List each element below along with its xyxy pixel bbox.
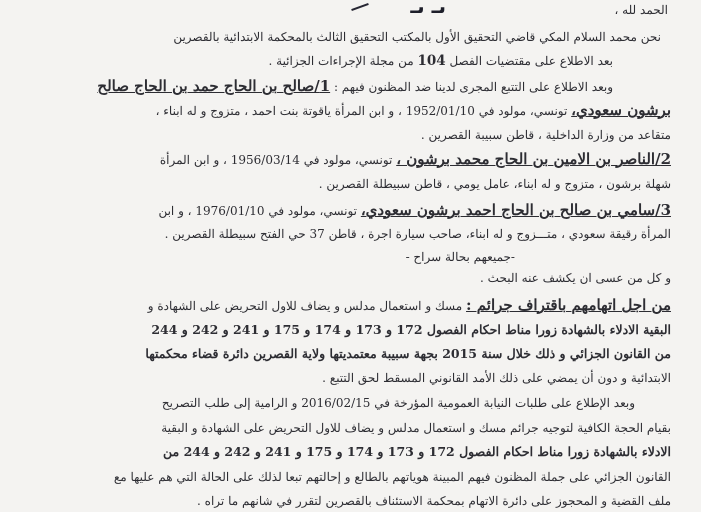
suspect1-name-cont: برشون سعودي، — [571, 101, 671, 119]
suspect1-line2: متقاعد من وزارة الداخلية ، قاطن سبيبة القصرين . — [420, 128, 671, 142]
investigation-line — [30, 78, 613, 95]
praise-line: الحمد لله ، — [614, 3, 668, 17]
charge-line — [30, 297, 671, 314]
suspect2-line2: شهلة برشون ، متزوج و له ابناء، عامل يومي ، قاطن سبيطلة القصرين . — [318, 177, 671, 191]
suspect2-line — [30, 151, 671, 168]
suspect1-line — [30, 102, 671, 119]
suspect1-details: تونسي، مولود في 1952/01/10 ، و ابن المرأة ياقوتة بنت احمد ، متزوج و له ابناء ، — [155, 104, 568, 118]
charge-line4: الابتدائية و دون أن يمضي على ذلك الأمد القانوني المسقط لحق التتبع . — [322, 371, 671, 385]
chapter-post: من مجلة الإجراءات الجزائية . — [268, 54, 414, 68]
free-note: -جميعهم بحالة سراح - — [405, 250, 515, 264]
request-line4: القانون الجزائي على جملة المظنون فيهم المبينة هوياتهم بالطالع و إحالتهم تبعا لذلك على الحالة التي هم عليها مع — [113, 470, 671, 484]
suspect2-name: 2/الناصر بن الامين بن الحاج محمد برشون ، — [396, 150, 671, 168]
suspect1-name: 1/صالح بن الحاج حمد بن الحاج صالح — [97, 77, 331, 95]
charge-line2: البقية الادلاء بالشهادة زورا مناط احكام الفصول 172 و 173 و 174 و 175 و 241 و 242 و 244 — [151, 322, 671, 337]
chapter-pre: بعد الاطلاع على مقتضيات الفصل — [449, 54, 613, 68]
suspect3-details: تونسي، مولود في 1976/01/10 ، و ابن — [158, 204, 358, 218]
request-line2: بقيام الحجة الكافية لتوجيه جرائم مسك و استعمال مدلس و يضاف للاول التحريض على الشهادة و البقية — [161, 421, 671, 435]
suspect2-details: تونسي، مولود في 1956/03/14 ، و ابن المرأة — [159, 153, 393, 167]
charge-line3: من القانون الجزائي و ذلك خلال سنة 2015 بجهة سبيبة معتمديتها ولاية القصرين دائرة قضاء محكمتها — [145, 346, 671, 361]
investigation-text: وبعد الاطلاع على التتبع المجرى لدينا ضد المظنون فيهم : — [333, 80, 613, 94]
header-handwriting: ىـ ىـ — [410, 0, 446, 18]
charge-heading: من اجل اتهامهم باقتراف جرائم : — [466, 296, 671, 314]
charge-text1: مسك و استعمال مدلس و يضاف للاول التحريض على الشهادة و — [147, 299, 463, 313]
judge-line: نحن محمد السلام المكي قاضي التحقيق الأول بالمكتب التحقيق الثالث بالمحكمة الابتدائية بالقصرين — [173, 30, 661, 44]
suspect3-line2: المرأة رقيقة سعودي ، متـــزوج و له ابناء، صاحب سيارة اجرة ، قاطن 37 حي الفتح سبيطلة القصرين . — [164, 227, 671, 241]
suspect3-line — [30, 202, 671, 219]
chapter-number: 104 — [417, 53, 446, 69]
request-line1: وبعد الإطلاع على طلبات النيابة العمومية المؤرخة في 2016/02/15 و الرامية إلى طلب التصريح — [161, 396, 635, 410]
request-line3: الادلاء بالشهادة زورا مناط احكام الفصول 172 و 173 و 174 و 175 و 241 و 242 و 244 من — [162, 444, 671, 459]
suspect3-name: 3/سامي بن صالح بن الحاج احمد برشون سعودي، — [360, 201, 671, 219]
chapter-line — [30, 53, 613, 69]
request-line5: ملف القضية و المحجوز على دائرة الاتهام بمحكمة الاستئناف بالقصرين لتقرر في شانهم ما تراه . — [197, 494, 671, 508]
others-line: و كل من عسى ان يكشف عنه البحث . — [480, 271, 671, 285]
